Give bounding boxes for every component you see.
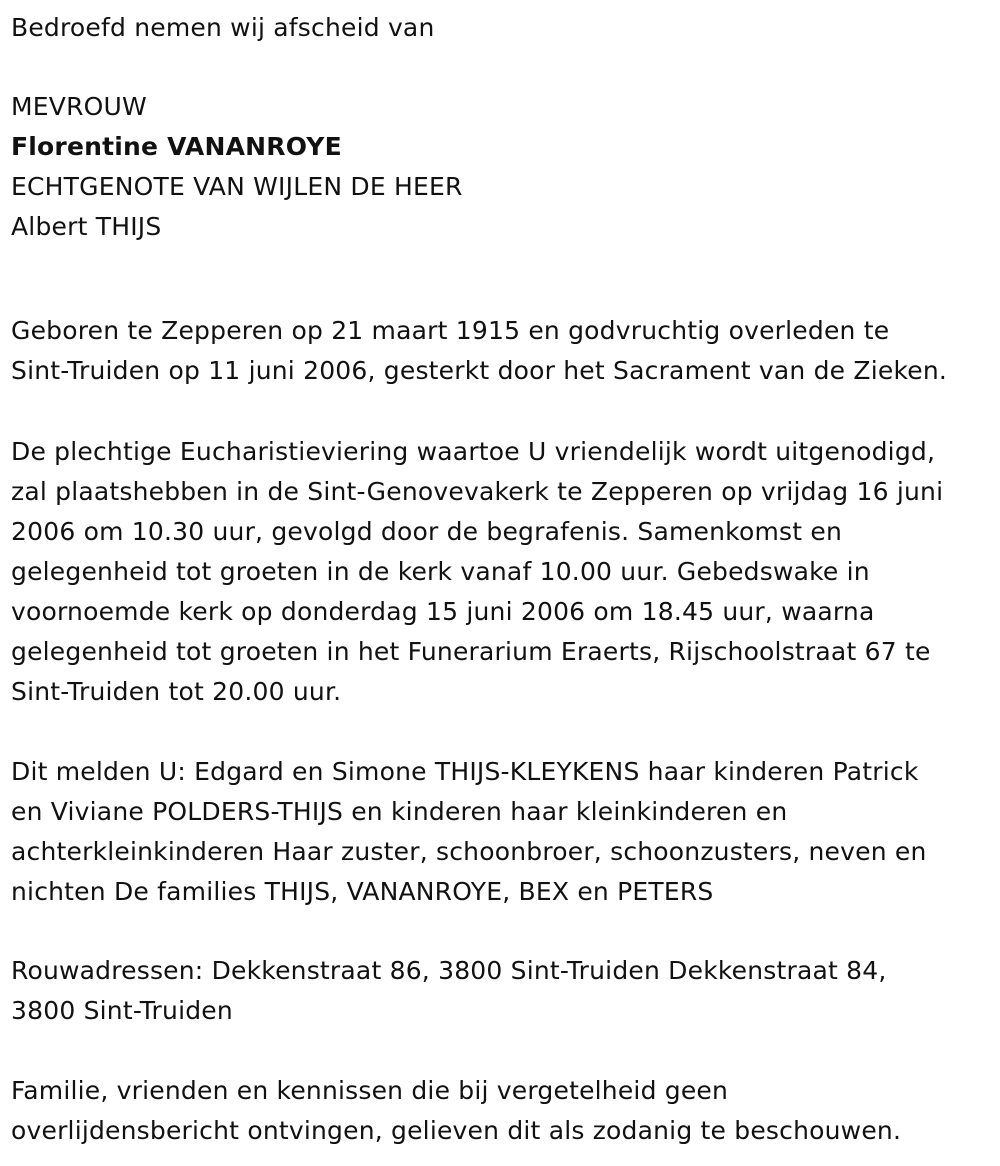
paragraph-line: gelegenheid tot groeten in de kerk vanaf 10.00 uur. Gebedswake in: [11, 557, 870, 586]
paragraph-line: De plechtige Eucharistieviering waartoe U vriendelijk wordt uitgenodigd,: [11, 437, 936, 466]
intro-text: Bedroefd nemen wij afscheid van: [11, 13, 435, 42]
paragraph-line: Rouwadressen: Dekkenstraat 86, 3800 Sint-Truiden Dekkenstraat 84,: [11, 956, 887, 985]
ceremony-paragraph: [11, 432, 943, 712]
paragraph-line: Sint-Truiden op 11 juni 2006, gesterkt door het Sacrament van de Zieken.: [11, 356, 948, 385]
birth-death-paragraph: [11, 311, 947, 391]
paragraph-line: gelegenheid tot groeten in het Funerarium Eraerts, Rijschoolstraat 67 te: [11, 637, 931, 666]
deceased-relation: ECHTGENOTE VAN WIJLEN DE HEER: [11, 172, 463, 201]
paragraph-line: Dit melden U: Edgard en Simone THIJS-KLEYKENS haar kinderen Patrick: [11, 757, 919, 786]
paragraph-line: 2006 om 10.30 uur, gevolgd door de begrafenis. Samenkomst en: [11, 517, 843, 546]
paragraph-line: 3800 Sint-Truiden: [11, 996, 233, 1025]
closing-paragraph: [11, 1071, 901, 1151]
deceased-block: [11, 87, 463, 247]
paragraph-line: zal plaatshebben in de Sint-Genovevakerk te Zepperen op vrijdag 16 juni: [11, 477, 944, 506]
deceased-name: Florentine VANANROYE: [11, 132, 342, 161]
paragraph-line: nichten De families THIJS, VANANROYE, BEX en PETERS: [11, 877, 714, 906]
paragraph-line: Familie, vrienden en kennissen die bij vergetelheid geen: [11, 1076, 729, 1105]
paragraph-line: Sint-Truiden tot 20.00 uur.: [11, 677, 342, 706]
paragraph-line: voornoemde kerk op donderdag 15 juni 2006 om 18.45 uur, waarna: [11, 597, 875, 626]
addresses-paragraph: [11, 951, 887, 1031]
spouse-name: Albert THIJS: [11, 212, 162, 241]
deceased-title: MEVROUW: [11, 92, 147, 121]
paragraph-line: achterkleinkinderen Haar zuster, schoonbroer, schoonzusters, neven en: [11, 837, 927, 866]
family-paragraph: [11, 752, 927, 912]
paragraph-line: overlijdensbericht ontvingen, gelieven dit als zodanig te beschouwen.: [11, 1116, 902, 1145]
paragraph-line: Geboren te Zepperen op 21 maart 1915 en godvruchtig overleden te: [11, 316, 890, 345]
paragraph-line: en Viviane POLDERS-THIJS en kinderen haar kleinkinderen en: [11, 797, 788, 826]
